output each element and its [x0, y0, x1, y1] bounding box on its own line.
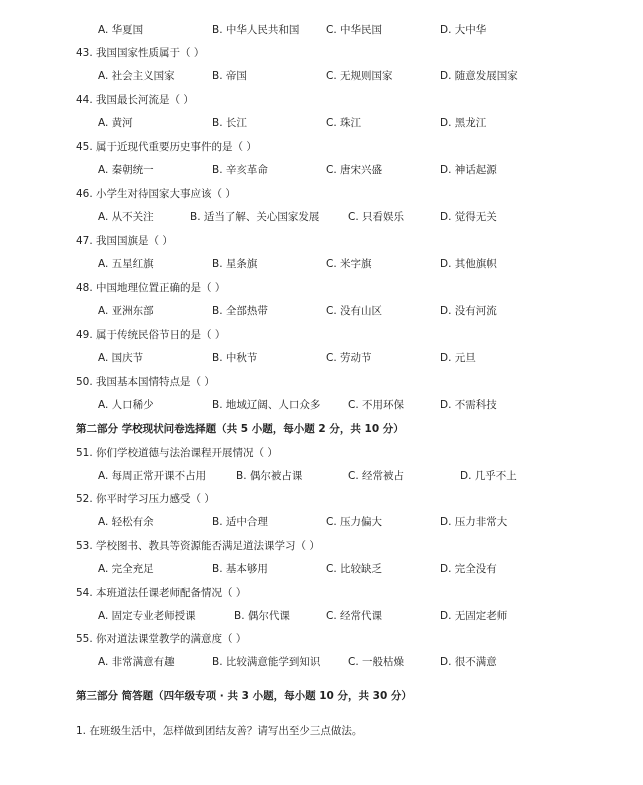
option-b: B. 中华人民共和国 [212, 24, 300, 36]
option-c: C. 珠江 [326, 117, 362, 129]
short-answer-question-1: 1. 在班级生活中，怎样做到团结友善？请写出至少三点做法。 [76, 725, 363, 737]
option-a: A. 每周正常开课不占用 [98, 470, 207, 482]
option-d: D. 元旦 [440, 352, 476, 364]
option-c: C. 一般枯燥 [348, 656, 405, 668]
option-c: C. 压力偏大 [326, 516, 383, 528]
options-row-54 [0, 608, 643, 624]
option-b: B. 基本够用 [212, 563, 268, 575]
question-43: 43. 我国国家性质属于（ ） [76, 47, 205, 59]
option-c: C. 米字旗 [326, 258, 372, 270]
option-b: B. 帝国 [212, 70, 247, 82]
question-53: 53. 学校图书、教具等资源能否满足道法课学习（ ） [76, 540, 320, 552]
options-row-48 [0, 303, 643, 319]
option-d: D. 觉得无关 [440, 211, 497, 223]
options-row-42 [0, 22, 643, 38]
options-row-53 [0, 561, 643, 577]
option-a: A. 秦朝统一 [98, 164, 154, 176]
option-a: A. 国庆节 [98, 352, 144, 364]
option-b: B. 地域辽阔、人口众多 [212, 399, 321, 411]
options-row-43 [0, 68, 643, 84]
option-a: A. 亚洲东部 [98, 305, 154, 317]
option-d: D. 完全没有 [440, 563, 497, 575]
question-55: 55. 你对道法课堂教学的满意度（ ） [76, 633, 247, 645]
question-50: 50. 我国基本国情特点是（ ） [76, 376, 215, 388]
option-a: A. 从不关注 [98, 211, 154, 223]
option-d: D. 神话起源 [440, 164, 497, 176]
option-c: C. 经常被占 [348, 470, 405, 482]
question-49: 49. 属于传统民俗节日的是（ ） [76, 329, 226, 341]
option-b: B. 长江 [212, 117, 247, 129]
option-d: D. 几乎不上 [460, 470, 517, 482]
question-54: 54. 本班道法任课老师配备情况（ ） [76, 587, 247, 599]
option-c: C. 没有山区 [326, 305, 383, 317]
question-52: 52. 你平时学习压力感受（ ） [76, 493, 215, 505]
option-c: C. 比较缺乏 [326, 563, 383, 575]
question-46: 46. 小学生对待国家大事应该（ ） [76, 188, 236, 200]
options-row-50 [0, 397, 643, 413]
option-d: D. 大中华 [440, 24, 487, 36]
option-b: B. 辛亥革命 [212, 164, 268, 176]
option-d: D. 黑龙江 [440, 117, 487, 129]
option-a: A. 社会主义国家 [98, 70, 175, 82]
option-b: B. 中秋节 [212, 352, 258, 364]
option-c: C. 唐宋兴盛 [326, 164, 383, 176]
option-c: C. 中华民国 [326, 24, 383, 36]
option-b: B. 偶尔被占课 [236, 470, 303, 482]
options-row-45 [0, 162, 643, 178]
option-b: B. 比较满意能学到知识 [212, 656, 321, 668]
question-45: 45. 属于近现代重要历史事件的是（ ） [76, 141, 257, 153]
question-51: 51. 你们学校道德与法治课程开展情况（ ） [76, 447, 278, 459]
options-row-51 [0, 468, 643, 484]
option-a: A. 固定专业老师授课 [98, 610, 196, 622]
option-b: B. 偶尔代课 [234, 610, 290, 622]
option-c: C. 无规则国家 [326, 70, 393, 82]
option-c: C. 不用环保 [348, 399, 405, 411]
option-d: D. 压力非常大 [440, 516, 508, 528]
option-b: B. 星条旗 [212, 258, 258, 270]
option-a: A. 五星红旗 [98, 258, 154, 270]
option-d: D. 不需科技 [440, 399, 497, 411]
option-d: D. 其他旗帜 [440, 258, 497, 270]
option-d: D. 无固定老师 [440, 610, 508, 622]
section-2-heading: 第二部分 学校现状问卷选择题（共 5 小题，每小题 2 分，共 10 分） [76, 423, 404, 435]
option-a: A. 轻松有余 [98, 516, 154, 528]
options-row-55 [0, 654, 643, 670]
option-c: C. 劳动节 [326, 352, 372, 364]
option-b: B. 全部热带 [212, 305, 268, 317]
option-a: A. 人口稀少 [98, 399, 154, 411]
option-a: A. 华夏国 [98, 24, 144, 36]
question-48: 48. 中国地理位置正确的是（ ） [76, 282, 226, 294]
question-47: 47. 我国国旗是（ ） [76, 235, 173, 247]
options-row-44 [0, 115, 643, 131]
section-3-heading: 第三部分 简答题（四年级专项 · 共 3 小题，每小题 10 分，共 30 分） [76, 690, 412, 702]
options-row-49 [0, 350, 643, 366]
options-row-47 [0, 256, 643, 272]
option-a: A. 非常满意有趣 [98, 656, 175, 668]
option-b: B. 适中合理 [212, 516, 268, 528]
option-d: D. 很不满意 [440, 656, 497, 668]
option-d: D. 随意发展国家 [440, 70, 518, 82]
option-b: B. 适当了解、关心国家发展 [190, 211, 320, 223]
option-c: C. 经常代课 [326, 610, 383, 622]
option-c: C. 只看娱乐 [348, 211, 405, 223]
options-row-52 [0, 514, 643, 530]
option-a: A. 黄河 [98, 117, 133, 129]
option-d: D. 没有河流 [440, 305, 497, 317]
question-44: 44. 我国最长河流是（ ） [76, 94, 194, 106]
option-a: A. 完全充足 [98, 563, 154, 575]
options-row-46 [0, 209, 643, 225]
